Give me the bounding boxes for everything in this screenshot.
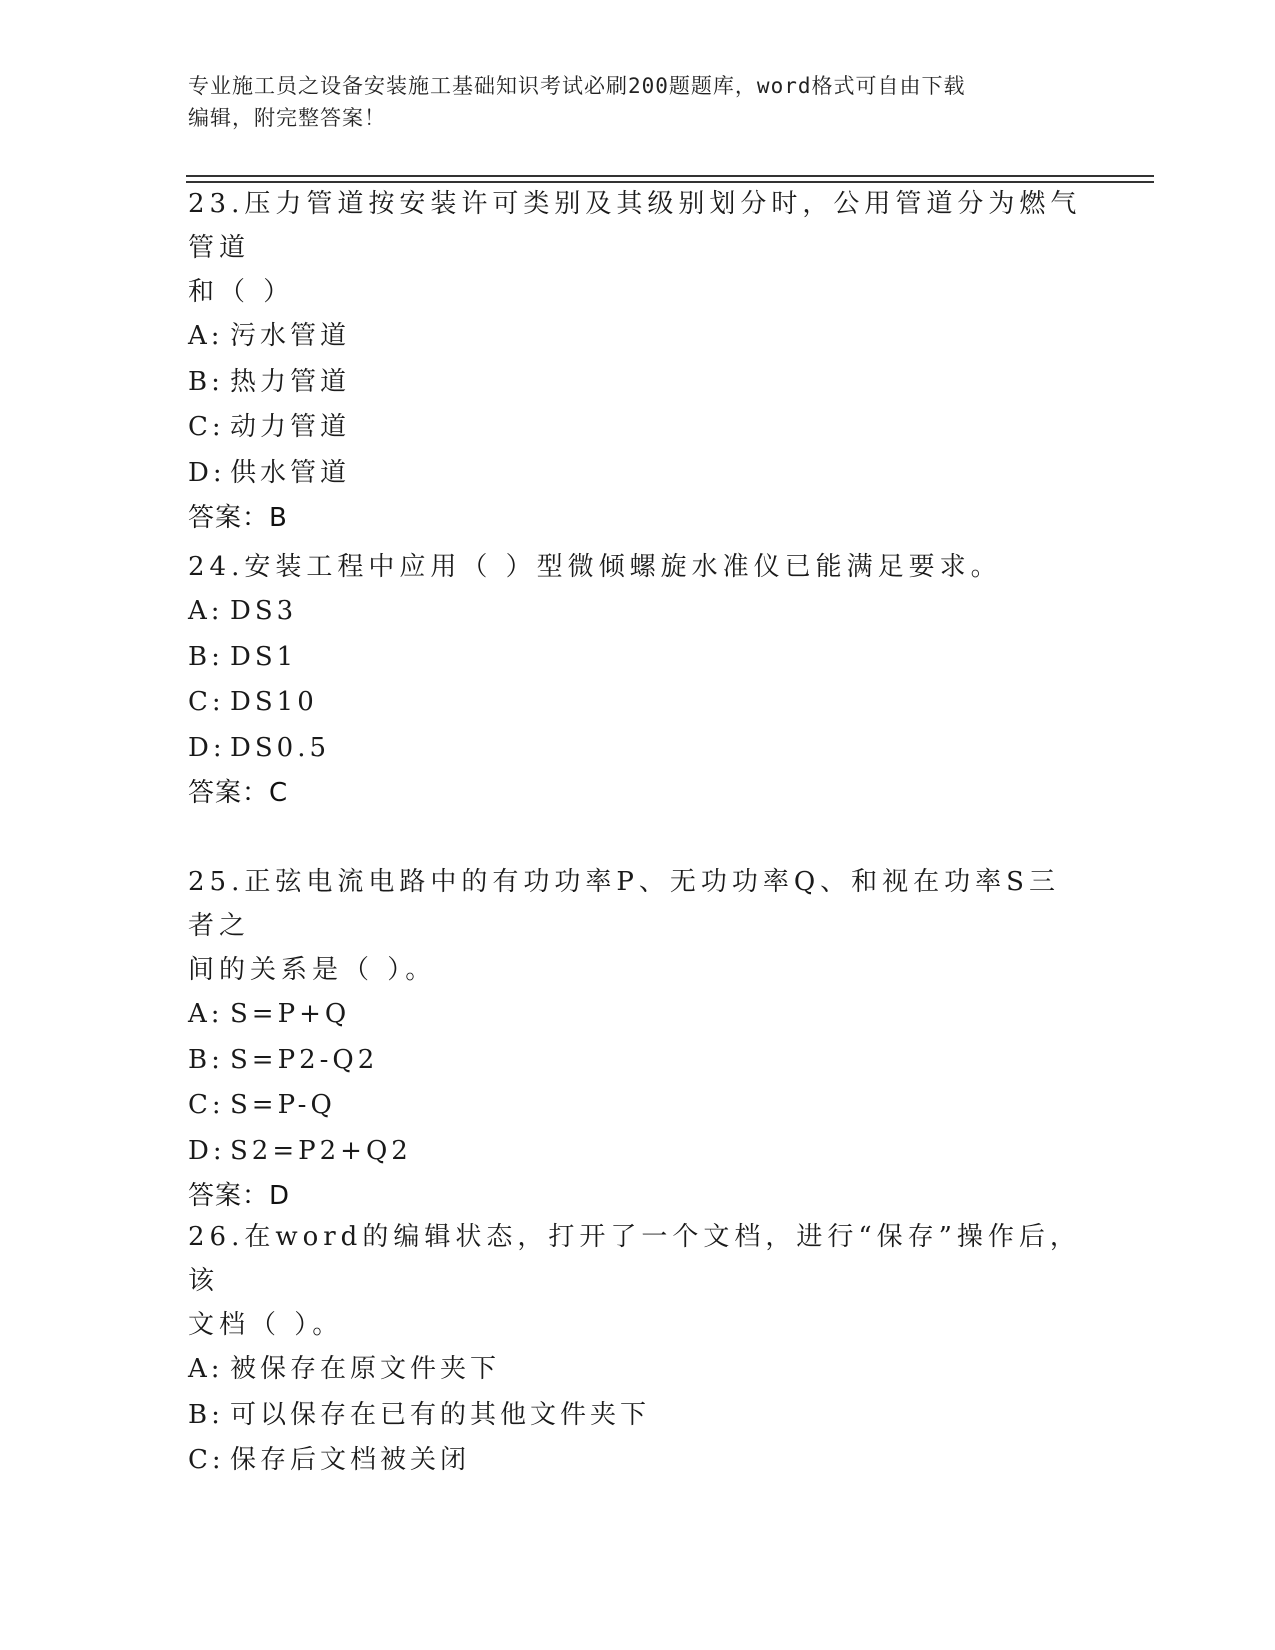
option-letter: B: bbox=[188, 1044, 224, 1075]
option-a bbox=[188, 992, 1088, 1038]
question-stem-line-2: 间的关系是（ ）。 bbox=[188, 955, 437, 985]
answer-label: 答案：C bbox=[188, 778, 289, 808]
option-text: DS0.5 bbox=[230, 732, 331, 763]
option-text: DS1 bbox=[230, 641, 298, 672]
option-text: 供水管道 bbox=[230, 457, 351, 488]
option-text: 保存后文档被关闭 bbox=[230, 1445, 471, 1475]
option-letter: B: bbox=[188, 641, 224, 672]
option-c bbox=[188, 1438, 1088, 1484]
question-23 bbox=[188, 182, 1088, 541]
question-stem-line-2: 文档（ ）。 bbox=[188, 1310, 344, 1340]
option-d bbox=[188, 451, 1088, 497]
option-letter: B: bbox=[188, 366, 224, 397]
option-b bbox=[188, 1393, 1088, 1439]
option-d bbox=[188, 1129, 1088, 1175]
answer-label: 答案：B bbox=[188, 503, 288, 533]
option-a bbox=[188, 589, 1088, 635]
option-text: DS10 bbox=[230, 687, 318, 717]
option-text: 污水管道 bbox=[230, 321, 351, 351]
option-d bbox=[188, 726, 1088, 772]
option-letter: C: bbox=[188, 412, 225, 442]
option-b bbox=[188, 635, 1088, 681]
option-text: 动力管道 bbox=[230, 412, 351, 442]
option-letter: C: bbox=[188, 1445, 225, 1475]
option-letter: A: bbox=[188, 1354, 224, 1384]
document-header bbox=[188, 70, 1068, 134]
header-divider-top bbox=[186, 175, 1154, 177]
option-letter: D: bbox=[188, 1135, 226, 1166]
question-25 bbox=[188, 860, 1088, 1219]
option-b bbox=[188, 1038, 1088, 1084]
option-a bbox=[188, 314, 1088, 360]
question-26 bbox=[188, 1215, 1088, 1484]
option-b bbox=[188, 360, 1088, 406]
question-24 bbox=[188, 545, 1088, 816]
option-text: S=P-Q bbox=[230, 1090, 336, 1120]
option-letter: B: bbox=[188, 1399, 224, 1430]
option-letter: A: bbox=[188, 321, 224, 351]
option-c bbox=[188, 405, 1088, 451]
header-line-1: 专业施工员之设备安装施工基础知识考试必刷200题题库，word格式可自由下载 bbox=[188, 74, 966, 98]
option-a bbox=[188, 1347, 1088, 1393]
option-letter: D: bbox=[188, 457, 226, 488]
option-text: 被保存在原文件夹下 bbox=[230, 1354, 501, 1384]
header-line-2: 编辑，附完整答案！ bbox=[188, 106, 386, 130]
question-stem-line-1: 26.在word的编辑状态，打开了一个文档，进行“保存”操作后，该 bbox=[188, 1222, 1081, 1296]
option-letter: D: bbox=[188, 732, 226, 763]
option-text: DS3 bbox=[230, 596, 298, 626]
option-letter: C: bbox=[188, 687, 225, 717]
question-stem-line-2: 和（ ） bbox=[188, 277, 295, 307]
question-stem-line-1: 24.安装工程中应用（ ）型微倾螺旋水准仪已能满足要求。 bbox=[188, 552, 1002, 582]
option-letter: A: bbox=[188, 999, 224, 1029]
option-text: S=P2-Q2 bbox=[230, 1044, 379, 1075]
option-c bbox=[188, 680, 1088, 726]
answer-label: 答案：D bbox=[188, 1181, 291, 1211]
option-text: S=P+Q bbox=[230, 999, 351, 1029]
option-text: 热力管道 bbox=[230, 366, 351, 397]
option-letter: C: bbox=[188, 1090, 225, 1120]
option-text: 可以保存在已有的其他文件夹下 bbox=[230, 1399, 651, 1430]
option-c bbox=[188, 1083, 1088, 1129]
option-letter: A: bbox=[188, 596, 224, 626]
question-stem-line-1: 25.正弦电流电路中的有功功率P、无功功率Q、和视在功率S三者之 bbox=[188, 867, 1060, 941]
option-text: S2=P2+Q2 bbox=[230, 1135, 412, 1166]
question-stem-line-1: 23.压力管道按安装许可类别及其级别划分时，公用管道分为燃气管道 bbox=[188, 189, 1082, 263]
